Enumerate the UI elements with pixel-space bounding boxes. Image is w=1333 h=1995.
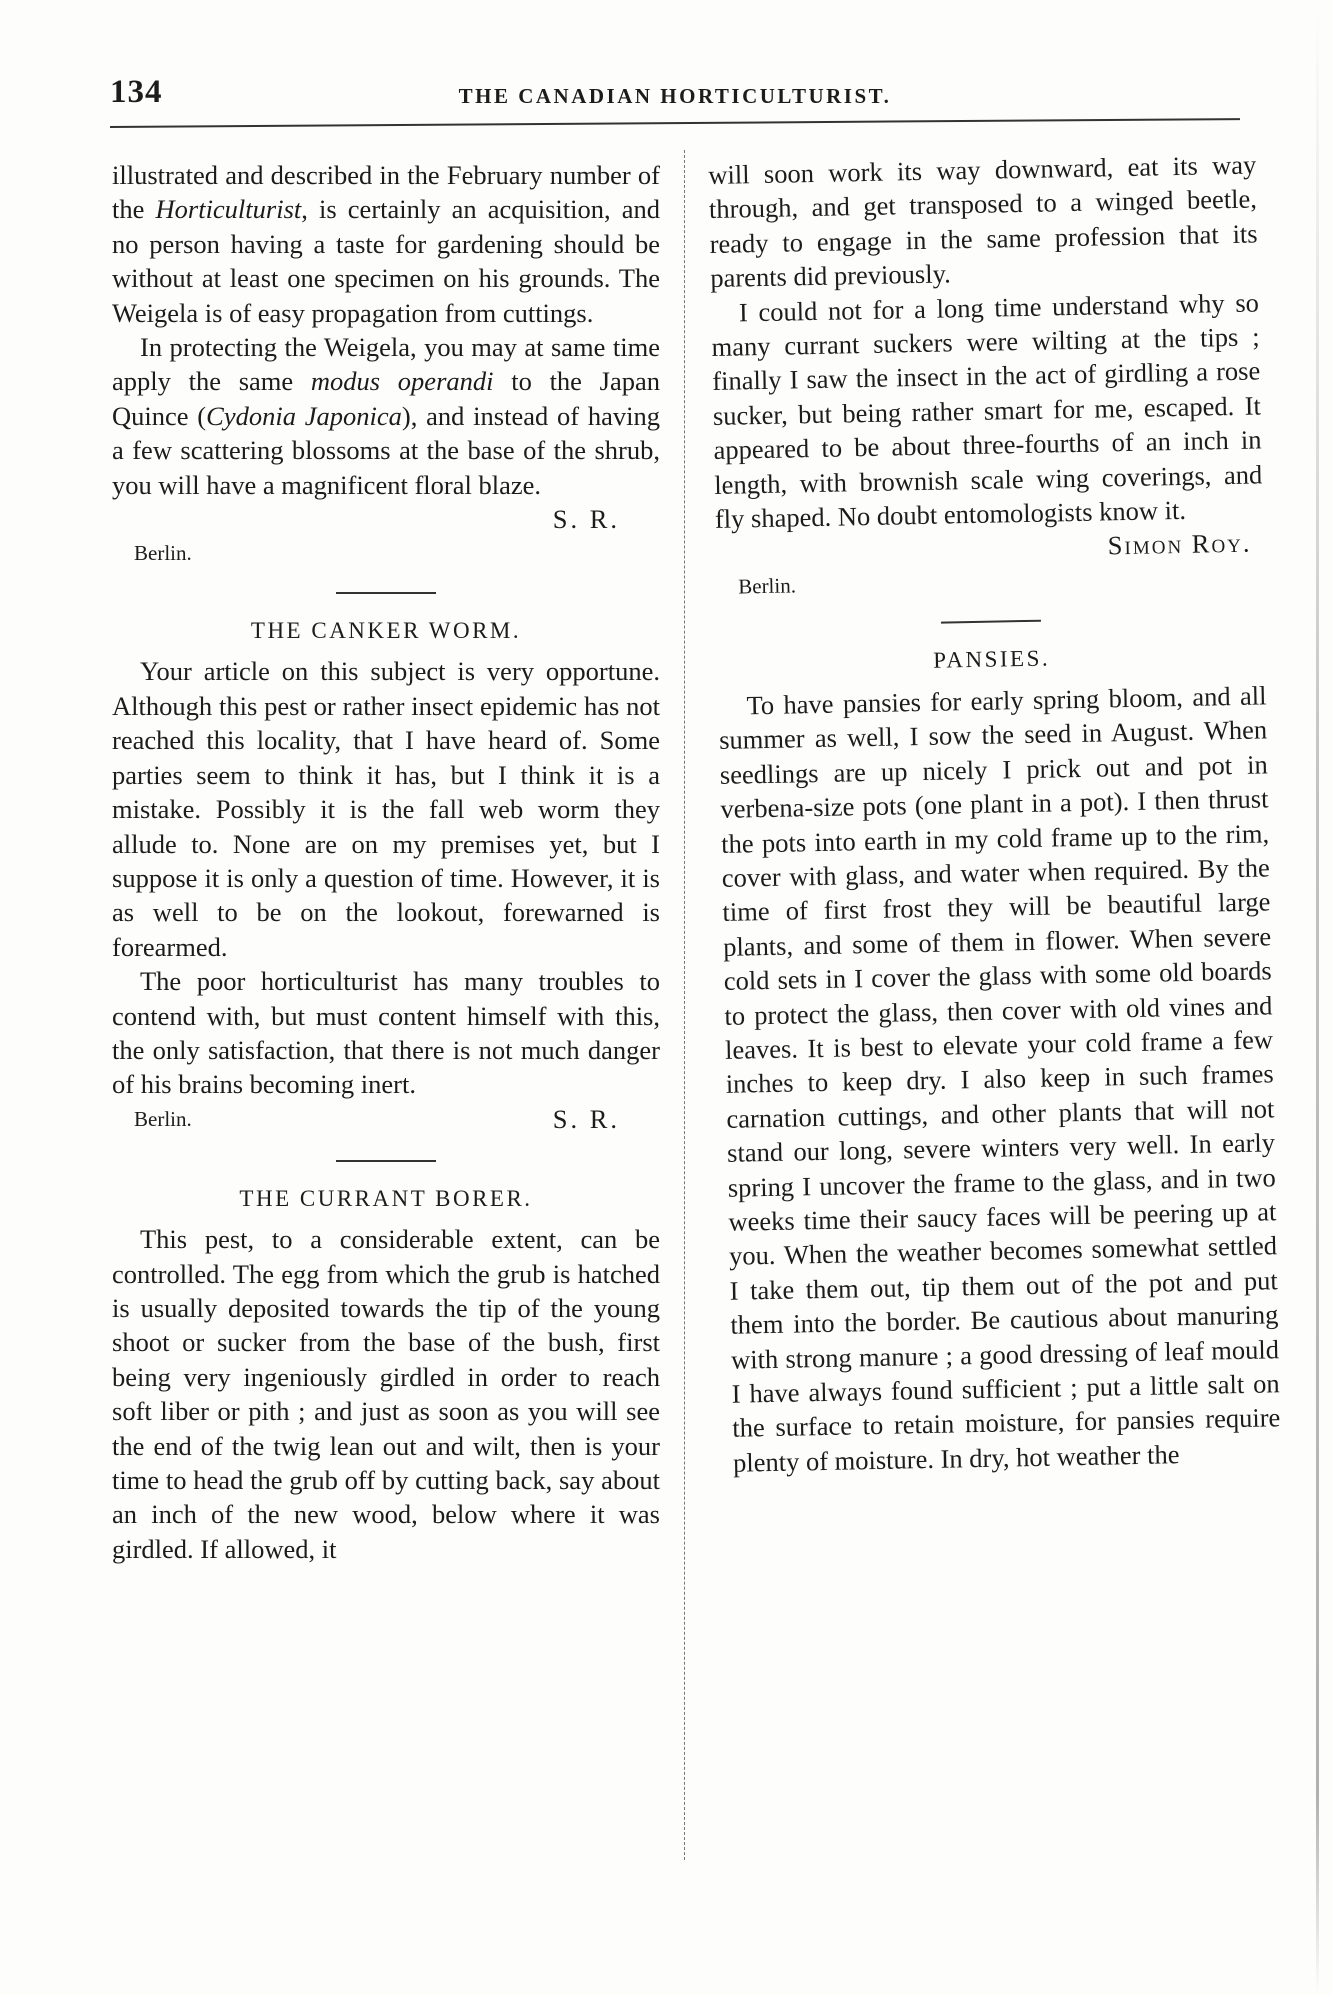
currant-signature: Simon Roy. bbox=[1107, 528, 1252, 561]
section-rule bbox=[336, 1160, 436, 1162]
column-divider bbox=[684, 150, 686, 1860]
pansies-title: PANSIES. bbox=[932, 645, 1051, 674]
running-head: THE CANADIAN HORTICULTURIST. bbox=[458, 84, 892, 108]
right-column bbox=[708, 147, 1281, 1479]
canker-paragraph-1: Your article on this subject is very opportune. Although this pest or rather insect epidemic has not reached this locality, that I have heard of. Some parties seem to think it has, but I think it is a mistake. Possibly it is the fall web worm they allude to. None are on my premises yet, but I suppose it is only a question of time. However, it is as well to be on the lookout, forewarned is forearmed. bbox=[112, 656, 660, 962]
weigela-place: Berlin. bbox=[134, 541, 192, 566]
canker-signoff bbox=[112, 1102, 660, 1138]
canker-paragraph-2: The poor horticulturist has many troubles to contend with, but must content himself with this, the only satisfaction, that there is not much danger of his brains becoming inert. bbox=[112, 966, 660, 1100]
weigela-paragraph-1: illustrated and described in the February number of the Horticulturist, is certainly an acquisition, and no person having a taste for gardening should be without at least one specimen on his grounds. The Weigela is of easy propagation from cuttings. bbox=[112, 160, 661, 328]
currant-place: Berlin. bbox=[738, 573, 797, 599]
weigela-signoff bbox=[112, 502, 660, 536]
section-rule bbox=[941, 620, 1041, 624]
currant-paragraph-1: This pest, to a considerable extent, can be controlled. The egg from which the grub is hatched is usually deposited towards the tip of the young shoot or sucker from the base of the bush, first being very ingeniously girdled in order to reach soft liber or pith ; and just as soon as you will see the end of the twig lean out and wilt, then is your time to head the grub off by cutting back, say about an inch of the new wood, below where it was girdled. If allowed, it bbox=[112, 1224, 660, 1564]
canker-place: Berlin. bbox=[134, 1106, 192, 1131]
weigela-initials: S. R. bbox=[552, 504, 620, 535]
section-rule bbox=[336, 592, 436, 594]
currant-paragraph-2: I could not for a long time understand why so many currant suckers were wilting at the tips ; finally I saw the insect in the act of girdling a rose sucker, but being rather smart for me, escaped. It appeared to be about three-fourths of an inch in length, with brownish scale wing coverings, and fly shaped. No doubt entomologists know it. bbox=[711, 287, 1263, 534]
binding-edge bbox=[1316, 0, 1319, 1995]
currant-paragraph-1-continued: will soon work its way downward, eat its way through, and get transposed to a winged beetle, ready to engage in the same profession that its parents did previously. bbox=[708, 149, 1258, 294]
canker-initials: S. R. bbox=[552, 1103, 620, 1134]
weigela-paragraph-2: In protecting the Weigela, you may at same time apply the same modus operandi to the Japan Quince (Cydonia Japonica), and instead of having a few scattering blossoms at the base of the shrub, you will have a magnificent floral blaze. bbox=[112, 332, 661, 500]
page-header bbox=[110, 70, 1240, 120]
currant-borer-title: THE CURRANT BORER. bbox=[239, 1185, 533, 1211]
left-column bbox=[112, 158, 660, 1566]
canker-worm-title: THE CANKER WORM. bbox=[250, 618, 522, 644]
page-number: 134 bbox=[110, 74, 163, 110]
header-rule bbox=[110, 118, 1240, 128]
pansies-paragraph-1: To have pansies for early spring bloom, and all summer as well, I sow the seed in August. When seedlings are up nicely I prick out and pot in verbena-size pots (one plant in a pot). I then thrust the pots into earth in my cold frame up to the rim, cover with glass, and water when required. By the time of first frost they will be beautiful large plants, and some of them in flower. When severe cold sets in I cover the glass with some old boards to protect the glass, then cover with old vines and leaves. It is best to elevate your cold frame a few inches to keep dry. I also keep in such frames carnation cuttings, and other plants that will not stand our long, severe winters very well. In early spring I uncover the frame to the glass, and in two weeks time their saucy faces will be peering up at you. When the weather becomes somewhat settled I take them out, tip them out of the pot and put them into the border. Be cautious about manuring with strong manure ; a good dressing of leaf mould I have always found sufficient ; put a little salt on the surface to retain moisture, for pansies require plenty of moisture. In dry, hot weather the bbox=[718, 680, 1281, 1478]
